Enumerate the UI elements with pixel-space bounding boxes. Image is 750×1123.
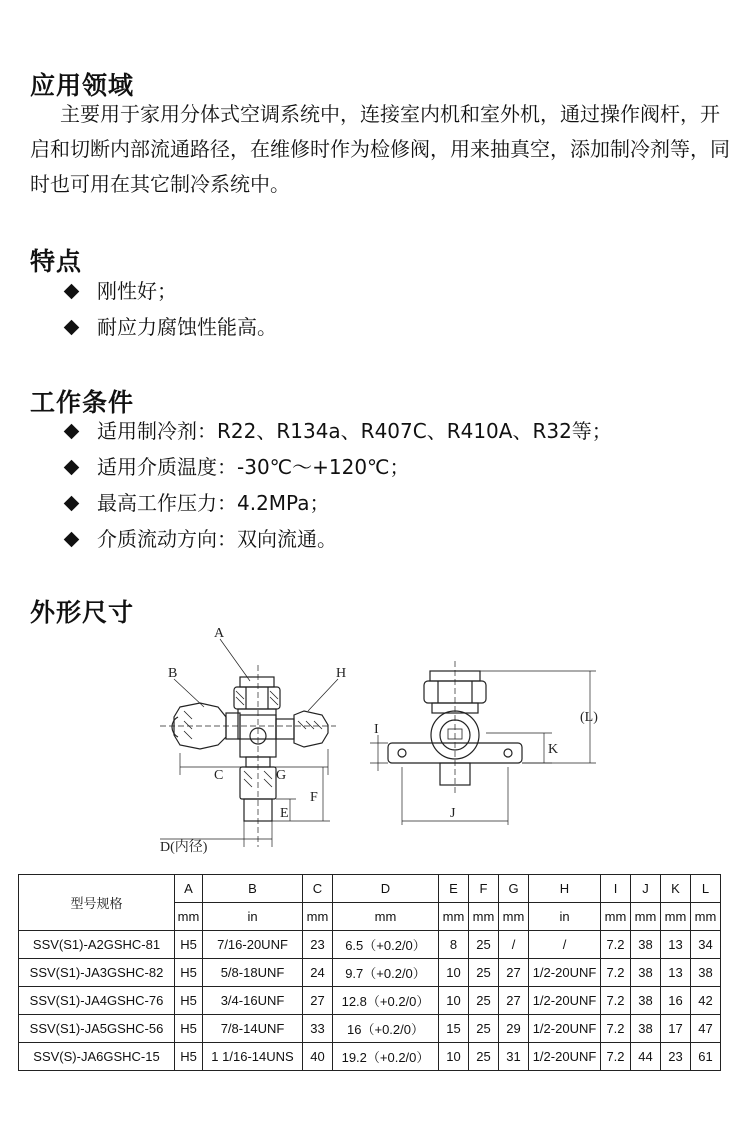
label-d: D(内径) [160, 840, 208, 855]
header-cell: F [469, 875, 499, 903]
header-cell: J [631, 875, 661, 903]
table-cell: 7.2 [601, 959, 631, 987]
table-cell: 61 [691, 1043, 721, 1071]
table-cell: 27 [499, 959, 529, 987]
table-cell: H5 [175, 931, 203, 959]
unit-cell: mm [691, 903, 721, 931]
section-title-dimensions: 外形尺寸 [30, 598, 135, 627]
table-cell: H5 [175, 959, 203, 987]
section-title-conditions: 工作条件 [30, 388, 135, 417]
header-cell: C [303, 875, 333, 903]
table-cell: 7/16-20UNF [203, 931, 303, 959]
table-cell: 40 [303, 1043, 333, 1071]
table-cell: 23 [303, 931, 333, 959]
header-cell: E [439, 875, 469, 903]
table-cell: 1/2-20UNF [529, 1043, 601, 1071]
table-row [19, 1043, 721, 1071]
table-cell: 44 [631, 1043, 661, 1071]
section-title-application: 应用领域 [30, 71, 135, 100]
table-cell: 25 [469, 931, 499, 959]
table-cell: 7.2 [601, 1043, 631, 1071]
table-row [19, 987, 721, 1015]
table-cell: 33 [303, 1015, 333, 1043]
header-cell: L [691, 875, 721, 903]
table-cell: / [529, 931, 601, 959]
label-b: B [168, 666, 178, 681]
table-row [19, 959, 721, 987]
label-h: H [336, 666, 347, 681]
table-cell: 19.2（+0.2/0） [333, 1043, 439, 1071]
table-cell: 38 [691, 959, 721, 987]
table-cell: SSV(S1)-JA4GSHC-76 [19, 987, 175, 1015]
table-cell: 12.8（+0.2/0） [333, 987, 439, 1015]
table-cell: 24 [303, 959, 333, 987]
table-cell: 38 [631, 987, 661, 1015]
table-cell: SSV(S1)-JA3GSHC-82 [19, 959, 175, 987]
table-cell: H5 [175, 1015, 203, 1043]
table-cell: 23 [661, 1043, 691, 1071]
table-cell: H5 [175, 1043, 203, 1071]
table-cell: / [499, 931, 529, 959]
label-a: A [214, 626, 225, 641]
list-item: 适用介质温度：-30℃～+120℃； [60, 449, 612, 485]
table-cell: H5 [175, 987, 203, 1015]
diamond-bullet-icon [64, 423, 80, 439]
label-e: E [280, 806, 289, 821]
unit-cell: mm [601, 903, 631, 931]
application-paragraph [30, 97, 730, 202]
valve-dimension-drawing [140, 625, 610, 860]
table-cell: 7.2 [601, 931, 631, 959]
diamond-bullet-icon [64, 531, 80, 547]
table-cell: 13 [661, 931, 691, 959]
table-cell: 38 [631, 959, 661, 987]
table-cell: 25 [469, 1015, 499, 1043]
unit-cell: mm [631, 903, 661, 931]
label-l: (L) [580, 710, 598, 725]
table-cell: 34 [691, 931, 721, 959]
table-cell: 7/8-14UNF [203, 1015, 303, 1043]
conditions-list [60, 413, 612, 557]
label-f: F [310, 790, 318, 805]
unit-cell: mm [469, 903, 499, 931]
table-cell: SSV(S1)-JA5GSHC-56 [19, 1015, 175, 1043]
header-cell: H [529, 875, 601, 903]
diamond-bullet-icon [64, 459, 80, 475]
table-cell: 15 [439, 1015, 469, 1043]
list-item: 介质流动方向：双向流通。 [60, 521, 612, 557]
header-cell: B [203, 875, 303, 903]
unit-cell: mm [175, 903, 203, 931]
unit-cell: mm [439, 903, 469, 931]
table-cell: 1/2-20UNF [529, 987, 601, 1015]
header-cell: G [499, 875, 529, 903]
unit-cell: mm [303, 903, 333, 931]
table-cell: 25 [469, 1043, 499, 1071]
table-cell: 25 [469, 959, 499, 987]
table-cell: 13 [661, 959, 691, 987]
label-i: I [374, 722, 379, 737]
table-cell: 38 [631, 1015, 661, 1043]
table-cell: 38 [631, 931, 661, 959]
header-cell: D [333, 875, 439, 903]
table-cell: 16 [661, 987, 691, 1015]
table-cell: 7.2 [601, 1015, 631, 1043]
feature-list [60, 273, 277, 345]
table-cell: 8 [439, 931, 469, 959]
list-item: 最高工作压力：4.2MPa； [60, 485, 612, 521]
label-j: J [450, 806, 456, 821]
table-cell: 25 [469, 987, 499, 1015]
application-text: 主要用于家用分体式空调系统中，连接室内机和室外机，通过操作阀杆，开启和切断内部流通路径，在维修时作为检修阀，用来抽真空，添加制冷剂等，同时也可用在其它制冷系统中。 [30, 102, 730, 196]
table-cell: SSV(S)-JA6GSHC-15 [19, 1043, 175, 1071]
table-cell: 10 [439, 959, 469, 987]
table-cell: 1/2-20UNF [529, 1015, 601, 1043]
table-cell: 27 [499, 987, 529, 1015]
table-header-row [19, 875, 721, 903]
section-title-features: 特点 [30, 247, 83, 276]
table-cell: 27 [303, 987, 333, 1015]
spec-table [18, 874, 721, 1071]
side-view-drawing [370, 661, 596, 825]
header-cell: K [661, 875, 691, 903]
table-cell: 16（+0.2/0） [333, 1015, 439, 1043]
table-cell: 1 1/16-14UNS [203, 1043, 303, 1071]
table-cell: 1/2-20UNF [529, 959, 601, 987]
diamond-bullet-icon [64, 283, 80, 299]
unit-cell: mm [499, 903, 529, 931]
label-c: C [214, 768, 224, 783]
header-model: 型号规格 [19, 875, 175, 931]
table-cell: 10 [439, 987, 469, 1015]
header-cell: A [175, 875, 203, 903]
list-item: 适用制冷剂：R22、R134a、R407C、R410A、R32等； [60, 413, 612, 449]
table-cell: 6.5（+0.2/0） [333, 931, 439, 959]
list-item: 刚性好； [60, 273, 277, 309]
table-cell: 47 [691, 1015, 721, 1043]
table-cell: 29 [499, 1015, 529, 1043]
unit-cell: in [529, 903, 601, 931]
label-g: G [276, 768, 287, 783]
table-cell: 9.7（+0.2/0） [333, 959, 439, 987]
table-cell: 31 [499, 1043, 529, 1071]
header-cell: I [601, 875, 631, 903]
table-cell: 7.2 [601, 987, 631, 1015]
table-row [19, 1015, 721, 1043]
table-cell: SSV(S1)-A2GSHC-81 [19, 931, 175, 959]
diamond-bullet-icon [64, 495, 80, 511]
label-k: K [548, 742, 559, 757]
table-cell: 5/8-18UNF [203, 959, 303, 987]
unit-cell: in [203, 903, 303, 931]
table-cell: 17 [661, 1015, 691, 1043]
unit-cell: mm [661, 903, 691, 931]
front-view-drawing [160, 639, 338, 847]
table-cell: 42 [691, 987, 721, 1015]
table-cell: 3/4-16UNF [203, 987, 303, 1015]
table-row [19, 931, 721, 959]
diamond-bullet-icon [64, 319, 80, 335]
unit-cell: mm [333, 903, 439, 931]
list-item: 耐应力腐蚀性能高。 [60, 309, 277, 345]
table-cell: 10 [439, 1043, 469, 1071]
